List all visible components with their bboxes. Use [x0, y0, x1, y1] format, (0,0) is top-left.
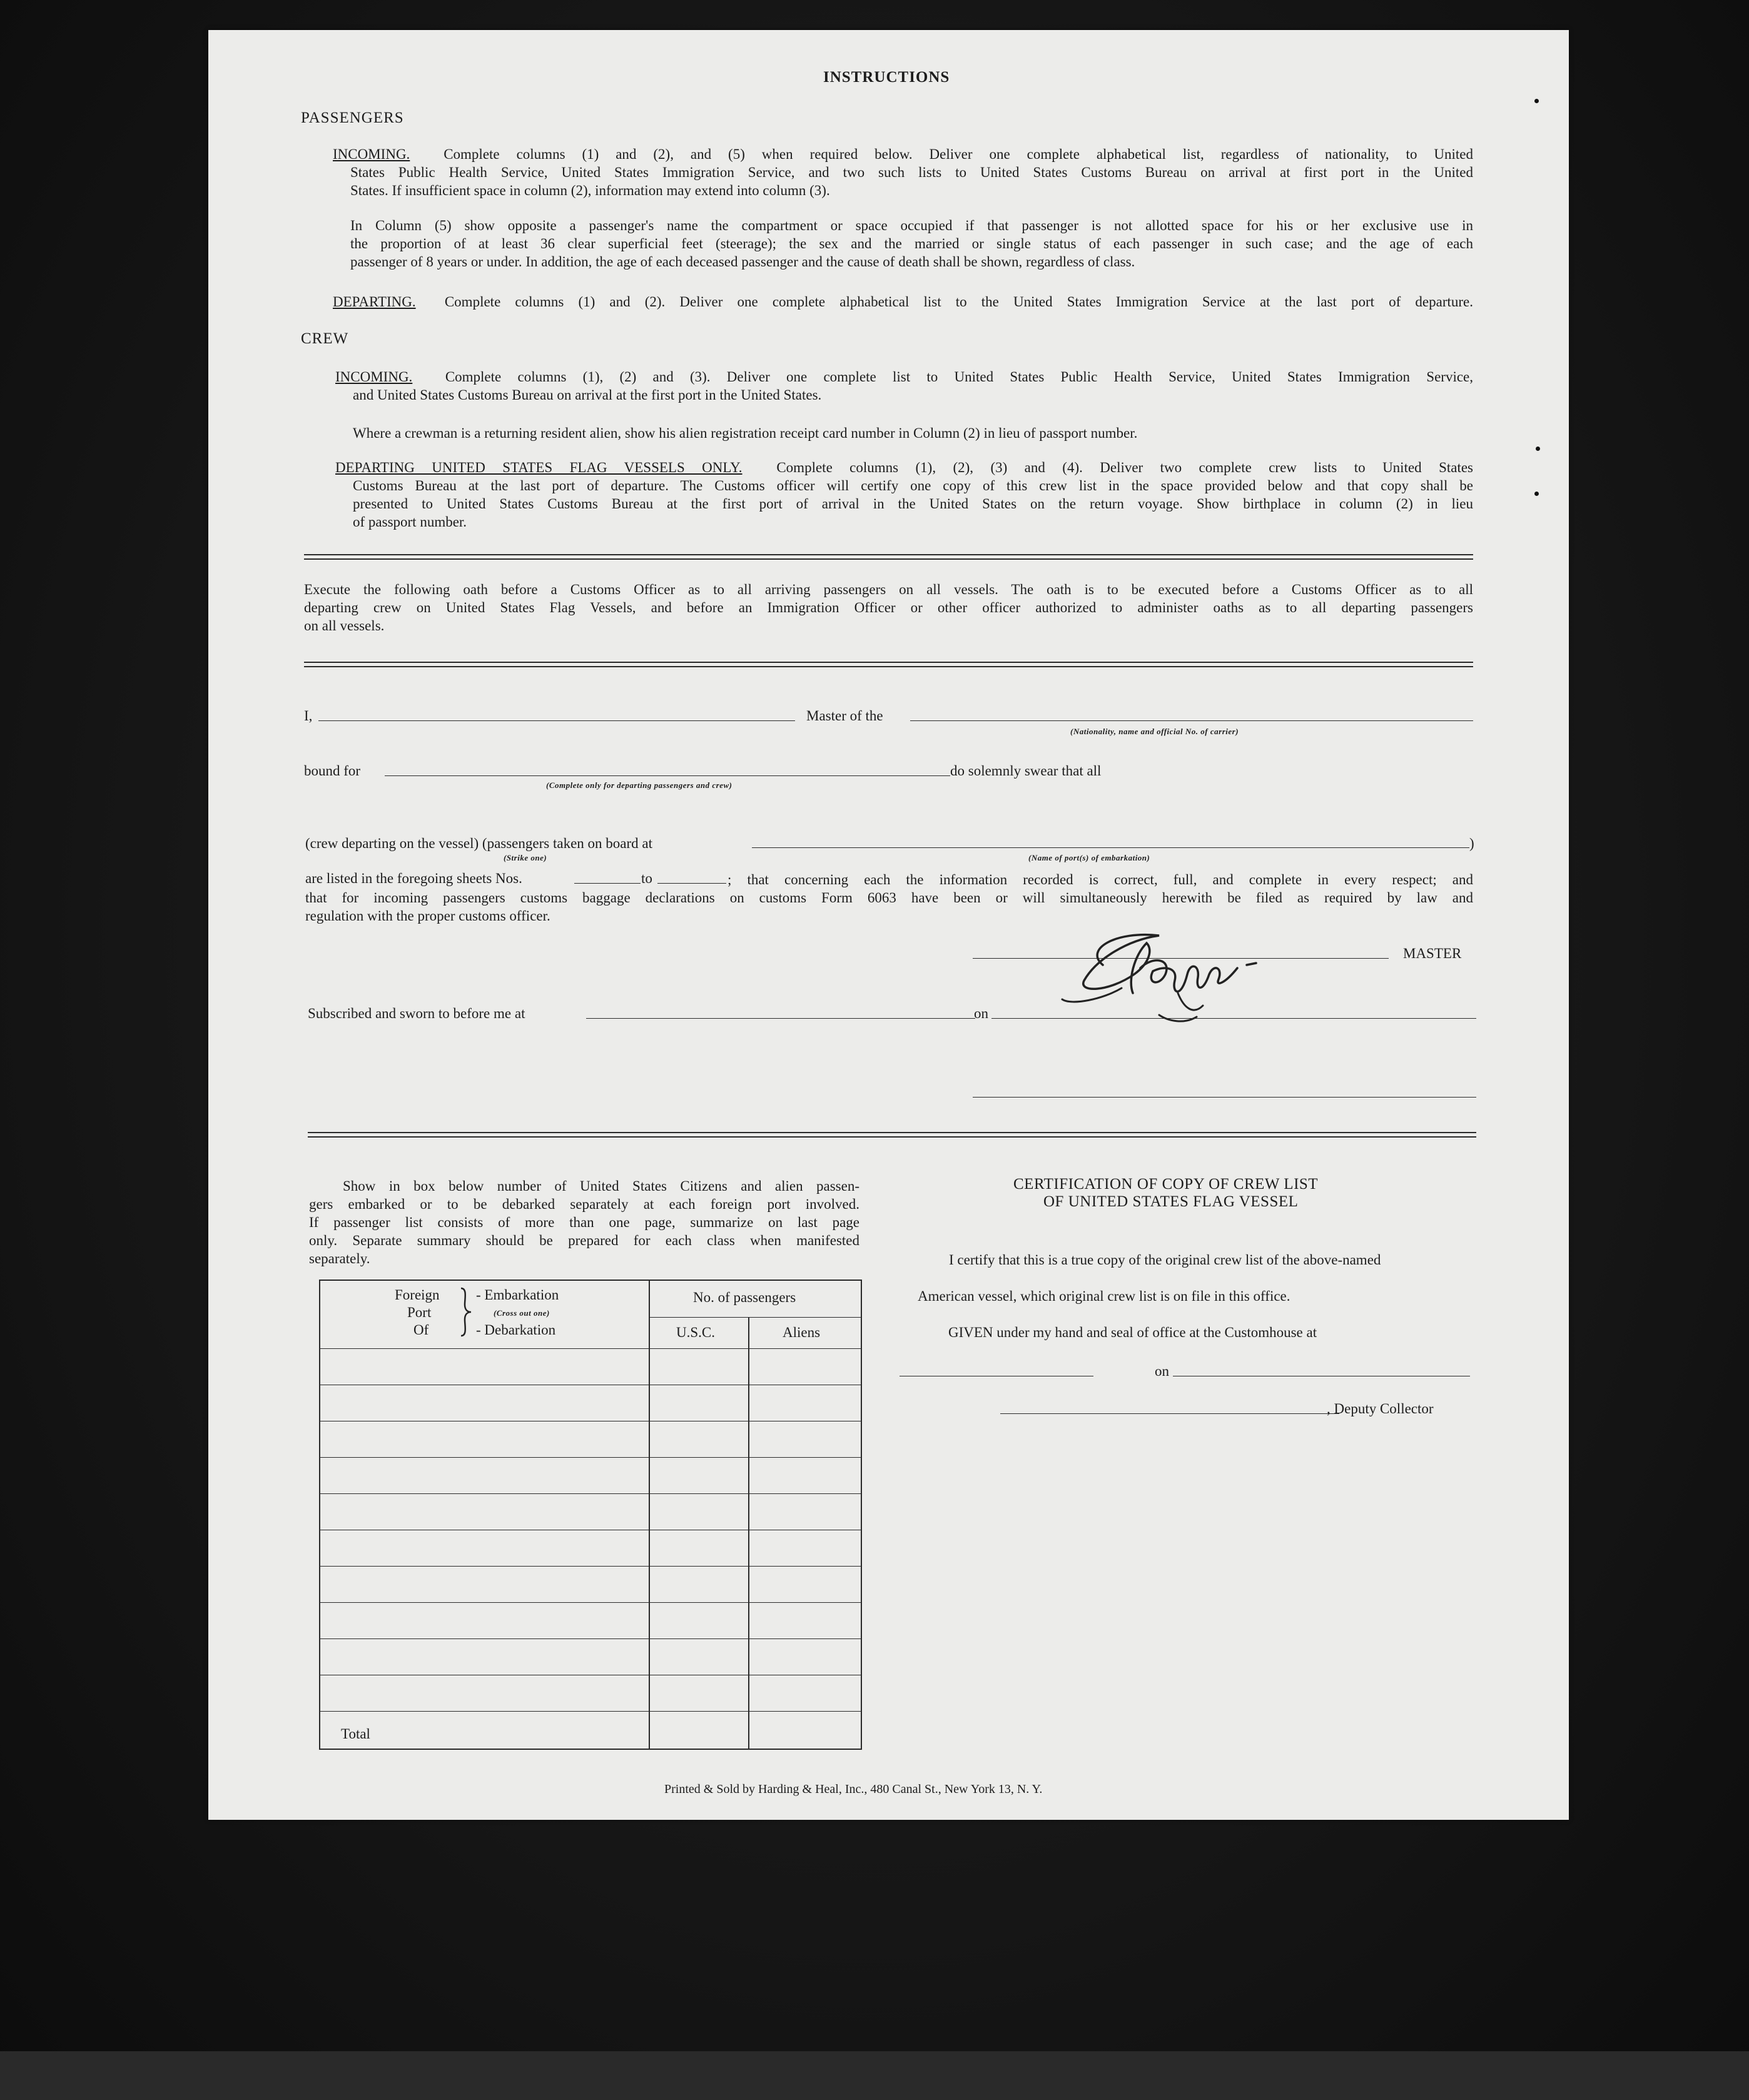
- carrier-field[interactable]: [910, 720, 1473, 721]
- table-row: [320, 1566, 862, 1567]
- usc-header: U.S.C.: [676, 1325, 715, 1340]
- given-line: GIVEN under my hand and seal of office at the Customhouse at: [948, 1325, 1317, 1340]
- table-row: [320, 1638, 862, 1639]
- certify-line-2: American vessel, which original crew list is on file in this office.: [918, 1288, 1290, 1304]
- subscribed-label: Subscribed and sworn to before me at: [308, 1006, 525, 1021]
- passengers-incoming-cont: States Public Health Service, United States Immigration Service, and two such lists to United States Customs Bureau on arrival at first port in the United States. If insufficient space in column (2), information may extend into column (3).: [350, 164, 1473, 198]
- scan-speck: [1536, 447, 1540, 451]
- deputy-collector-label: , Deputy Collector: [1327, 1401, 1434, 1416]
- master-signature-image: [1059, 906, 1284, 1031]
- foreign-label: Foreign: [395, 1287, 440, 1303]
- subscribed-date-field[interactable]: [991, 1018, 1476, 1019]
- table-row: [320, 1711, 862, 1712]
- listed-line-2: that for incoming passengers customs baggage declarations on customs Form 6063 have been or will simultaneously herewith be filed as required by law and: [305, 890, 1473, 906]
- to-word: to: [641, 871, 652, 886]
- crew-departing: DEPARTING UNITED STATES FLAG VESSELS ONLY. Complete columns (1), (2), (3) and (4). Deliver two complete crew lists to United States: [335, 460, 1474, 475]
- embarkation-label: - Embarkation: [476, 1287, 559, 1303]
- listed-line-3: regulation with the proper customs officer.: [305, 908, 550, 924]
- port-label: Port: [407, 1305, 432, 1320]
- certification-title-1: CERTIFICATION OF COPY OF CREW LIST: [1013, 1176, 1319, 1193]
- table-col-divider: [748, 1317, 749, 1750]
- crew-departing-label: DEPARTING UNITED STATES FLAG VESSELS ONLY.: [335, 460, 743, 475]
- crew-departing-label: (crew departing on the vessel) (passengers taken on board at: [305, 835, 652, 851]
- subscribed-place-field[interactable]: [586, 1018, 975, 1019]
- table-col-divider: [649, 1280, 650, 1750]
- passengers-incoming: [333, 145, 1473, 163]
- bound-for-field[interactable]: [385, 775, 950, 776]
- table-row-divider: [649, 1317, 862, 1318]
- table-row: [320, 1348, 862, 1349]
- certification-on-word: on: [1155, 1363, 1169, 1379]
- passengers-departing: DEPARTING. Complete columns (1) and (2). Deliver one complete alphabetical list to the United States Immigration Service at the last port of departure.: [333, 294, 1473, 310]
- passengers-incoming-line-1: INCOMING. Complete columns (1) and (2), and (5) when required below. Deliver one complete alphabetical list, regardless of nationality, to United: [333, 146, 1473, 162]
- divider: [304, 558, 1473, 560]
- passengers-incoming-label: INCOMING.: [333, 146, 410, 162]
- no-passengers-header: No. of passengers: [693, 1290, 796, 1305]
- divider: [304, 666, 1473, 667]
- master-name-field[interactable]: [318, 720, 795, 721]
- close-paren: ): [1469, 835, 1474, 851]
- crew-heading: CREW: [301, 330, 349, 347]
- total-label: Total: [341, 1726, 370, 1742]
- embarkation-port-field[interactable]: [752, 847, 1469, 848]
- form-page: INSTRUCTIONS PASSENGERS INCOMING. Complete columns (1) and (2), and (5) when required below. Deliver one complete alphabetical list, regardless of nationality, to United States Public Health Service, United States Immigration Service, and two such lists to United States Customs Bureau on arrival at first port in the United States. If insufficient space in column (2), information may extend into column (3). In Column (5) show opposite a passenger's name the compartment or space occupied if that passenger is not allotted space for his or her exclusive use in the proportion of at least 36 clear superficial feet (steerage); the sex and the married or single status of each passenger in such case; and the age of each passenger of 8 years or under. In addition, the age of each deceased passenger and the cause of death shall be shown, regardless of class. DEPARTING. Complete columns (1) and (2). Deliver one complete alphabetical list to the United States Immigration Service at the last port of departure. CREW INCOMING. Complete columns (1), (2) and (3). Deliver one complete list to United States Public Health Service, United States Immigration Service, and United States Customs Bureau on arrival at the first port in the United States. Where a crewman is a returning resident alien, show his alien registration receipt card number in Column (2) in lieu of passport number. DEPARTING UNITED STATES FLAG VESSELS ONLY. Complete columns (1), (2), (3) and (4). Deliver two complete crew lists to United States Customs Bureau at the last port of departure. The Customs officer will certify one copy of this crew list in the space provided below and that copy shall be presented to United States Customs Bureau at the first port of arrival in the United States on the return voyage. Show birthplace in column (2) in lieu of passport number. Execute the following oath before a Customs Officer as to all arriving passengers on all vessels. The oath is to be executed before a Customs Officer as to all departing crew on United States Flag Vessels, and before an Immigration Officer or other officer authorized to administer oaths as to all departing passengers on all vessels. I, Master of the (Nationality, name and official No. of carrier) bound for (Complete only for departing passengers and crew) do solemnly swear that all (crew departing on the vessel) (passengers taken on board at (Strike one) (Name of port(s) of embarkation) ) are listed in the foregoing sheets Nos. to ; that concerning each the information recorded is correct, full, and complete in every respect; and that for incoming passengers customs baggage declarations on customs Form 6063 have been or will simultaneously herewith be filed as required by law and regulation with the proper customs officer. MASTER Subscribed and sworn to before me at on Show in box below number of United States Citizens and alien passen- gers embarked or to be debarked separately at each foreign port involved. If passenger list consists of more than one page, summarize on last page only. Separate summary should be prepared for each class when manifested separately. Foreign Port Of - Embarkation (Cross out one) - Debarkation No. of passengers U.S.C. Aliens Total CERTIFICATION OF COPY OF CREW LIST OF UNITED STATES FLAG VESSEL I certify that this is a true copy of the original crew list of the above-named American vessel, which original crew list is on file in this office. GIVEN under my hand and seal of office at the Customhouse at on , Deputy Collector Printed & Sold by Harding & Heal, Inc., 480 Canal St., New York 13, N. Y.: [208, 30, 1569, 1820]
- crew-incoming-label: INCOMING.: [335, 369, 413, 385]
- crew-resident-note: Where a crewman is a returning resident alien, show his alien registration receipt card number in Column (2) in lieu of passport number.: [353, 425, 1138, 441]
- sheet-to-field[interactable]: [657, 883, 726, 884]
- do-swear-label: do solemnly swear that all: [950, 763, 1102, 779]
- passengers-departing-label: DEPARTING.: [333, 294, 416, 310]
- certify-line-1: I certify that this is a true copy of the original crew list of the above-named: [949, 1252, 1381, 1268]
- listed-prefix: are listed in the foregoing sheets Nos.: [305, 871, 522, 886]
- master-label: MASTER: [1403, 946, 1462, 961]
- deputy-signature-line[interactable]: [1000, 1413, 1339, 1414]
- bound-for-label: bound for: [304, 763, 361, 779]
- printer-footer: Printed & Sold by Harding & Heal, Inc., 480 Canal St., New York 13, N. Y.: [664, 1782, 1043, 1796]
- aliens-header: Aliens: [783, 1325, 821, 1340]
- summary-instructions: Show in box below number of United States Citizens and alien passen- gers embarked or to be debarked separately at each foreign port involved. If passenger list consists of more than one page, summarize on last page only. Separate summary should be prepared for each class when manifested separately.: [309, 1178, 859, 1266]
- divider: [304, 662, 1473, 663]
- of-label: Of: [413, 1322, 429, 1338]
- debarkation-label: - Debarkation: [476, 1322, 556, 1338]
- divider: [308, 1136, 1476, 1138]
- master-of-label: Master of the: [806, 708, 883, 724]
- scanner-edge: [0, 2051, 1749, 2100]
- ports-note: (Name of port(s) of embarkation): [1028, 853, 1150, 862]
- table-row: [320, 1457, 862, 1458]
- strike-one-note: (Strike one): [504, 853, 547, 862]
- passengers-column5: In Column (5) show opposite a passenger's name the compartment or space occupied if that passenger is not allotted space for his or her exclusive use in the proportion of at least 36 clear superficial feet (steerage); the sex and the married or single status of each passenger in such case; and the age of each passenger of 8 years or under. In addition, the age of each deceased passenger and the cause of death shall be shown, regardless of class.: [350, 218, 1473, 270]
- passengers-heading: PASSENGERS: [301, 109, 404, 126]
- passenger-summary-table: [319, 1280, 862, 1750]
- table-row: [320, 1493, 862, 1494]
- brace-icon: [459, 1286, 472, 1338]
- officer-signature-line[interactable]: [973, 1097, 1476, 1098]
- listed-suffix: ; that concerning each the information recorded is correct, full, and complete in every respect; and: [727, 872, 1473, 887]
- sheet-from-field[interactable]: [574, 883, 641, 884]
- scan-speck: [1534, 492, 1539, 496]
- carrier-note: (Nationality, name and official No. of carrier): [1070, 727, 1239, 736]
- cross-out-note: (Cross out one): [494, 1308, 550, 1318]
- divider: [304, 554, 1473, 555]
- oath-instructions: Execute the following oath before a Customs Officer as to all arriving passengers on all vessels. The oath is to be executed before a Customs Officer as to all departing crew on United States Flag Vessels, and before an Immigration Officer or other officer authorized to administer oaths as to all departing passengers on all vessels.: [304, 582, 1473, 634]
- subscribed-on-word: on: [974, 1006, 988, 1021]
- divider: [308, 1132, 1476, 1133]
- oath-i-label: I,: [304, 708, 313, 724]
- certification-title-2: OF UNITED STATES FLAG VESSEL: [1043, 1193, 1299, 1210]
- page-title: INSTRUCTIONS: [823, 69, 950, 86]
- table-row: [320, 1602, 862, 1603]
- bound-note: (Complete only for departing passengers and crew): [546, 780, 733, 790]
- scan-speck: [1534, 99, 1539, 103]
- crew-incoming: INCOMING. Complete columns (1), (2) and (3). Deliver one complete list to United States Public Health Service, United States Immigration Service,: [335, 369, 1474, 385]
